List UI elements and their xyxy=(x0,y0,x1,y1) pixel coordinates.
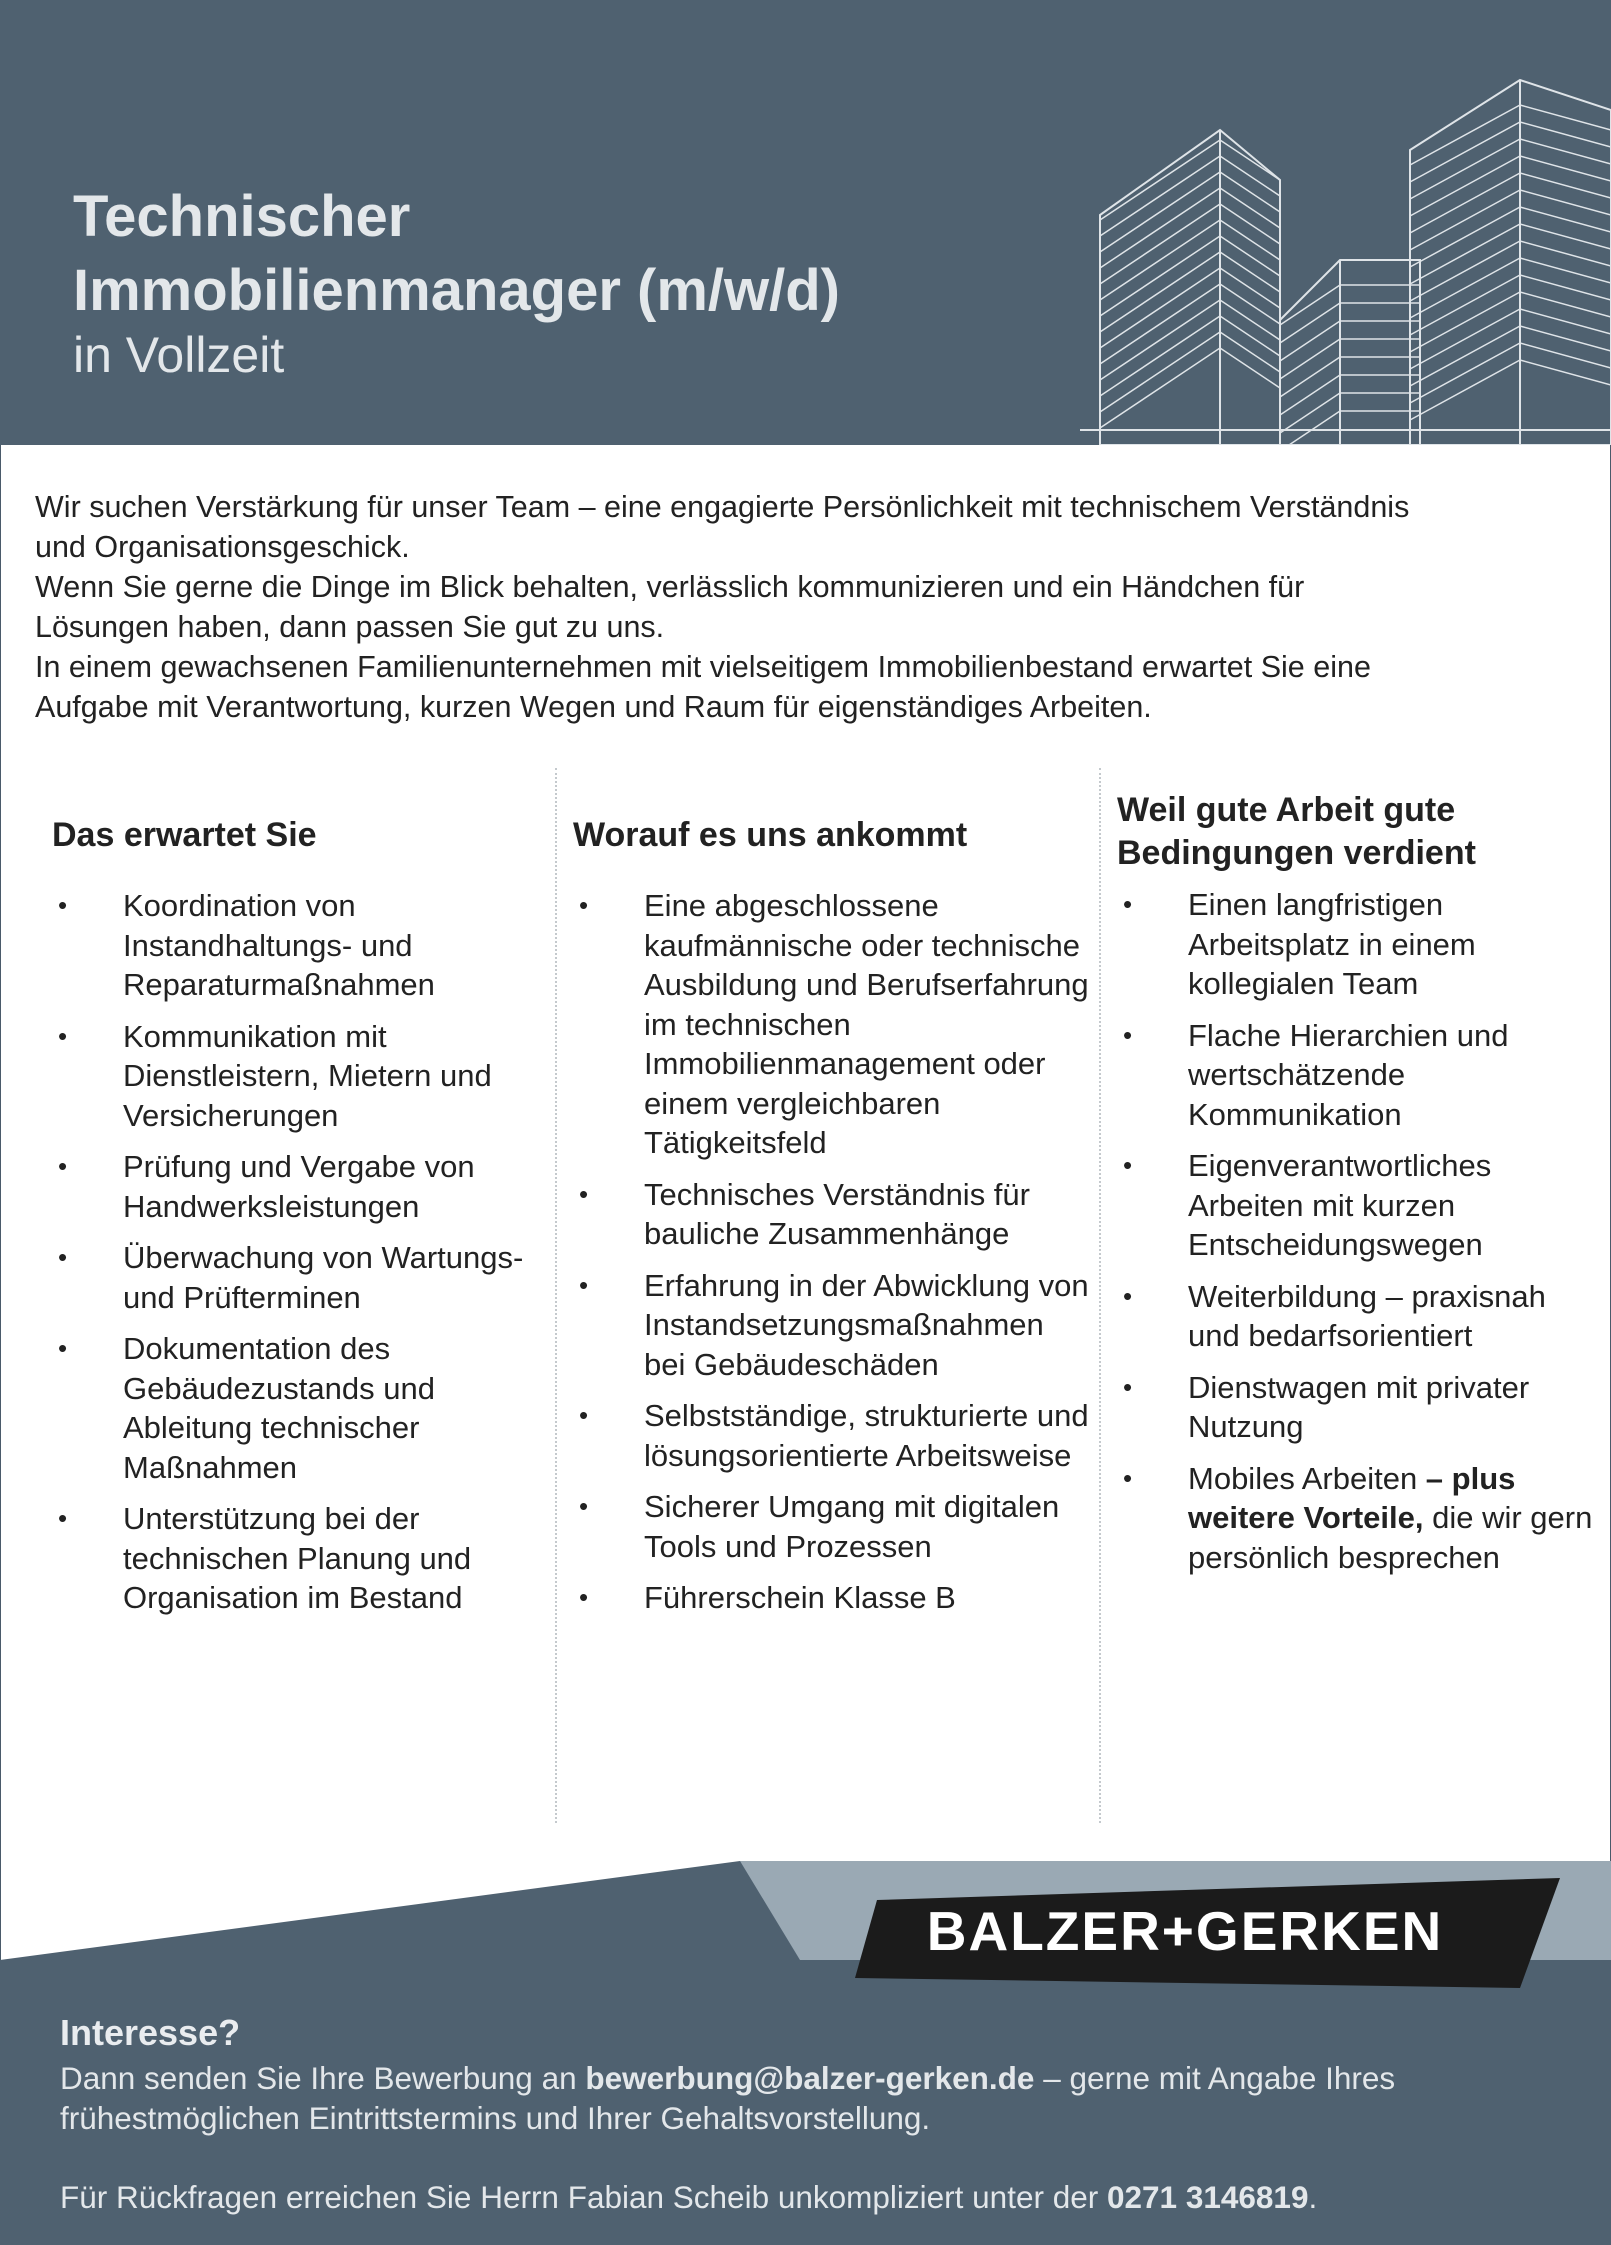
company-logo xyxy=(860,1888,1510,1974)
building-line xyxy=(1410,360,1520,420)
building-line xyxy=(1410,139,1520,199)
building-line xyxy=(1100,204,1220,284)
contact-text xyxy=(60,2177,1560,2217)
list-item: • Eine abgeschlossene kaufmännische oder technische Ausbildung und Berufserfahrung im technischen Immobilienmanagement oder einem vergleichbaren Tätigkeitsfeld xyxy=(573,886,1093,1163)
column-heading: Weil gute Arbeit gute Bedingungen verdient xyxy=(1117,791,1476,872)
list-item: • Dokumentation des Gebäudezustands und Ableitung technischer Maßnahmen xyxy=(52,1329,552,1487)
list-item: • Dienstwagen mit privater Nutzung xyxy=(1117,1368,1597,1447)
building-line xyxy=(1410,275,1520,335)
building-line xyxy=(1220,348,1280,388)
building-line xyxy=(1280,393,1340,433)
list-item: • Eigenverantwortliches Arbeiten mit kurzen Entscheidungswegen xyxy=(1117,1146,1597,1265)
apply-suffix: – gerne mit Angabe Ihres xyxy=(1034,2060,1396,2096)
building-line xyxy=(1100,268,1220,348)
building-line xyxy=(1100,140,1220,220)
contact-prefix: Für Rückfragen erreichen Sie Herrn Fabian Scheib unkompliziert unter der xyxy=(60,2179,1107,2215)
building-line xyxy=(1220,188,1280,228)
column-divider xyxy=(555,768,557,1823)
email-link[interactable]: bewerbung@balzer-gerken.de xyxy=(585,2060,1035,2096)
column-heading: Worauf es uns ankommt xyxy=(573,816,968,854)
building-line xyxy=(1100,300,1220,380)
list-item: • Koordination von Instandhaltungs- und Reparaturmaßnahmen xyxy=(52,886,552,1005)
building-line xyxy=(1410,156,1520,216)
building-line xyxy=(1100,284,1220,364)
apply-line2: frühestmöglichen Eintrittstermins und Ihrer Gehaltsvorstellung. xyxy=(60,2100,931,2136)
building-line xyxy=(1220,220,1280,260)
header-banner xyxy=(0,0,1611,445)
list-item-bold-text: – plus weitere Vorteile, xyxy=(1188,1460,1516,1535)
intro-text xyxy=(35,487,1595,727)
list-item: • Führerschein Klasse B xyxy=(573,1578,1093,1618)
building-line xyxy=(1410,309,1520,369)
intro-line: Lösungen haben, dann passen Sie gut zu uns. xyxy=(35,610,665,644)
benefits-list xyxy=(1117,885,1597,1577)
column-benefits xyxy=(1117,790,1597,1589)
list-item: • Kommunikation mit Dienstleistern, Mietern und Versicherungen xyxy=(52,1017,552,1136)
list-item: • Erfahrung in der Abwicklung von Instandsetzungsmaßnahmen bei Gebäudeschäden xyxy=(573,1266,1093,1385)
building-line xyxy=(1410,190,1520,250)
building-line xyxy=(1410,241,1520,301)
buildings-illustration xyxy=(1080,70,1611,445)
intro-line: Aufgabe mit Verantwortung, kurzen Wegen und Raum für eigenständiges Arbeiten. xyxy=(35,690,1152,724)
contact-suffix: . xyxy=(1308,2179,1318,2215)
job-subtitle: in Vollzeit xyxy=(73,327,285,383)
list-item xyxy=(1117,1459,1597,1578)
building-line xyxy=(1220,236,1280,276)
list-item: • Technisches Verständnis für bauliche Zusammenhänge xyxy=(573,1175,1093,1254)
building-line xyxy=(1100,316,1220,396)
apply-prefix: Dann senden Sie Ihre Bewerbung an xyxy=(60,2060,586,2096)
building-line xyxy=(1280,411,1340,445)
building-line xyxy=(1410,122,1520,182)
building-line xyxy=(1280,339,1340,379)
intro-line: Wenn Sie gerne die Dinge im Blick behalten, verlässlich kommunizieren und ein Händchen für xyxy=(35,570,1305,604)
job-title-line1: Technischer xyxy=(73,184,411,249)
building-line xyxy=(1410,173,1520,233)
building-line xyxy=(1100,236,1220,316)
apply-text xyxy=(60,2058,1560,2138)
building-line xyxy=(1100,172,1220,252)
list-item: • Unterstützung bei der technischen Planung und Organisation im Bestand xyxy=(52,1499,552,1618)
list-item: • Flache Hierarchien und wertschätzende Kommunikation xyxy=(1117,1016,1597,1135)
list-item-text: die wir gern persönlich besprechen xyxy=(1188,1500,1593,1575)
list-item: • Weiterbildung – praxisnah und bedarfsorientiert xyxy=(1117,1277,1597,1356)
building-line xyxy=(1280,321,1340,361)
building-line xyxy=(1220,252,1280,292)
building-line xyxy=(1410,224,1520,284)
building-line xyxy=(1220,332,1280,372)
footer-heading: Interesse? xyxy=(60,2012,241,2053)
building-line xyxy=(1410,326,1520,386)
list-item: • Überwachung von Wartungs- und Prüfterminen xyxy=(52,1238,552,1317)
intro-line: Wir suchen Verstärkung für unser Team – eine engagierte Persönlichkeit mit technischem Verständnis xyxy=(35,490,1410,524)
job-title-line2: Immobilienmanager (m/w/d) xyxy=(73,258,840,323)
building-line xyxy=(1100,156,1220,236)
building-line xyxy=(1220,204,1280,244)
column-divider xyxy=(1099,768,1101,1823)
building-line xyxy=(1280,357,1340,397)
phone-number[interactable]: 0271 3146819 xyxy=(1107,2179,1309,2215)
list-item: • Prüfung und Vergabe von Handwerksleistungen xyxy=(52,1147,552,1226)
building-line xyxy=(1220,172,1280,212)
building-line xyxy=(1220,268,1280,308)
building-line xyxy=(1100,220,1220,300)
building-line xyxy=(1100,252,1220,332)
building-line xyxy=(1280,303,1340,343)
building-line xyxy=(1280,375,1340,415)
task-list xyxy=(52,886,552,1618)
building-line xyxy=(1100,348,1220,428)
list-item: • Sicherer Umgang mit digitalen Tools und Prozessen xyxy=(573,1487,1093,1566)
building-line xyxy=(1100,188,1220,268)
building-line xyxy=(1410,343,1520,403)
building-line xyxy=(1410,292,1520,352)
list-item-text: Mobiles Arbeiten xyxy=(1188,1460,1418,1496)
building-line xyxy=(1100,332,1220,412)
building-line xyxy=(1410,258,1520,318)
logo-text: BALZER+GERKEN xyxy=(926,1900,1444,1962)
intro-line: und Organisationsgeschick. xyxy=(35,530,410,564)
column-tasks xyxy=(52,790,552,1630)
building-line xyxy=(1220,300,1280,340)
column-requirements xyxy=(573,790,1093,1630)
building-line xyxy=(1410,207,1520,267)
intro-line: In einem gewachsenen Familienunternehmen mit vielseitigem Immobilienbestand erwartet Sie eine xyxy=(35,650,1371,684)
building-line xyxy=(1220,156,1280,196)
requirements-list xyxy=(573,886,1093,1618)
building-line xyxy=(1220,316,1280,356)
column-heading: Das erwartet Sie xyxy=(52,816,317,854)
building-line xyxy=(1220,284,1280,324)
list-item: • Selbstständige, strukturierte und lösungsorientierte Arbeitsweise xyxy=(573,1396,1093,1475)
building-line xyxy=(1220,140,1280,180)
list-item: • Einen langfristigen Arbeitsplatz in einem kollegialen Team xyxy=(1117,885,1597,1004)
